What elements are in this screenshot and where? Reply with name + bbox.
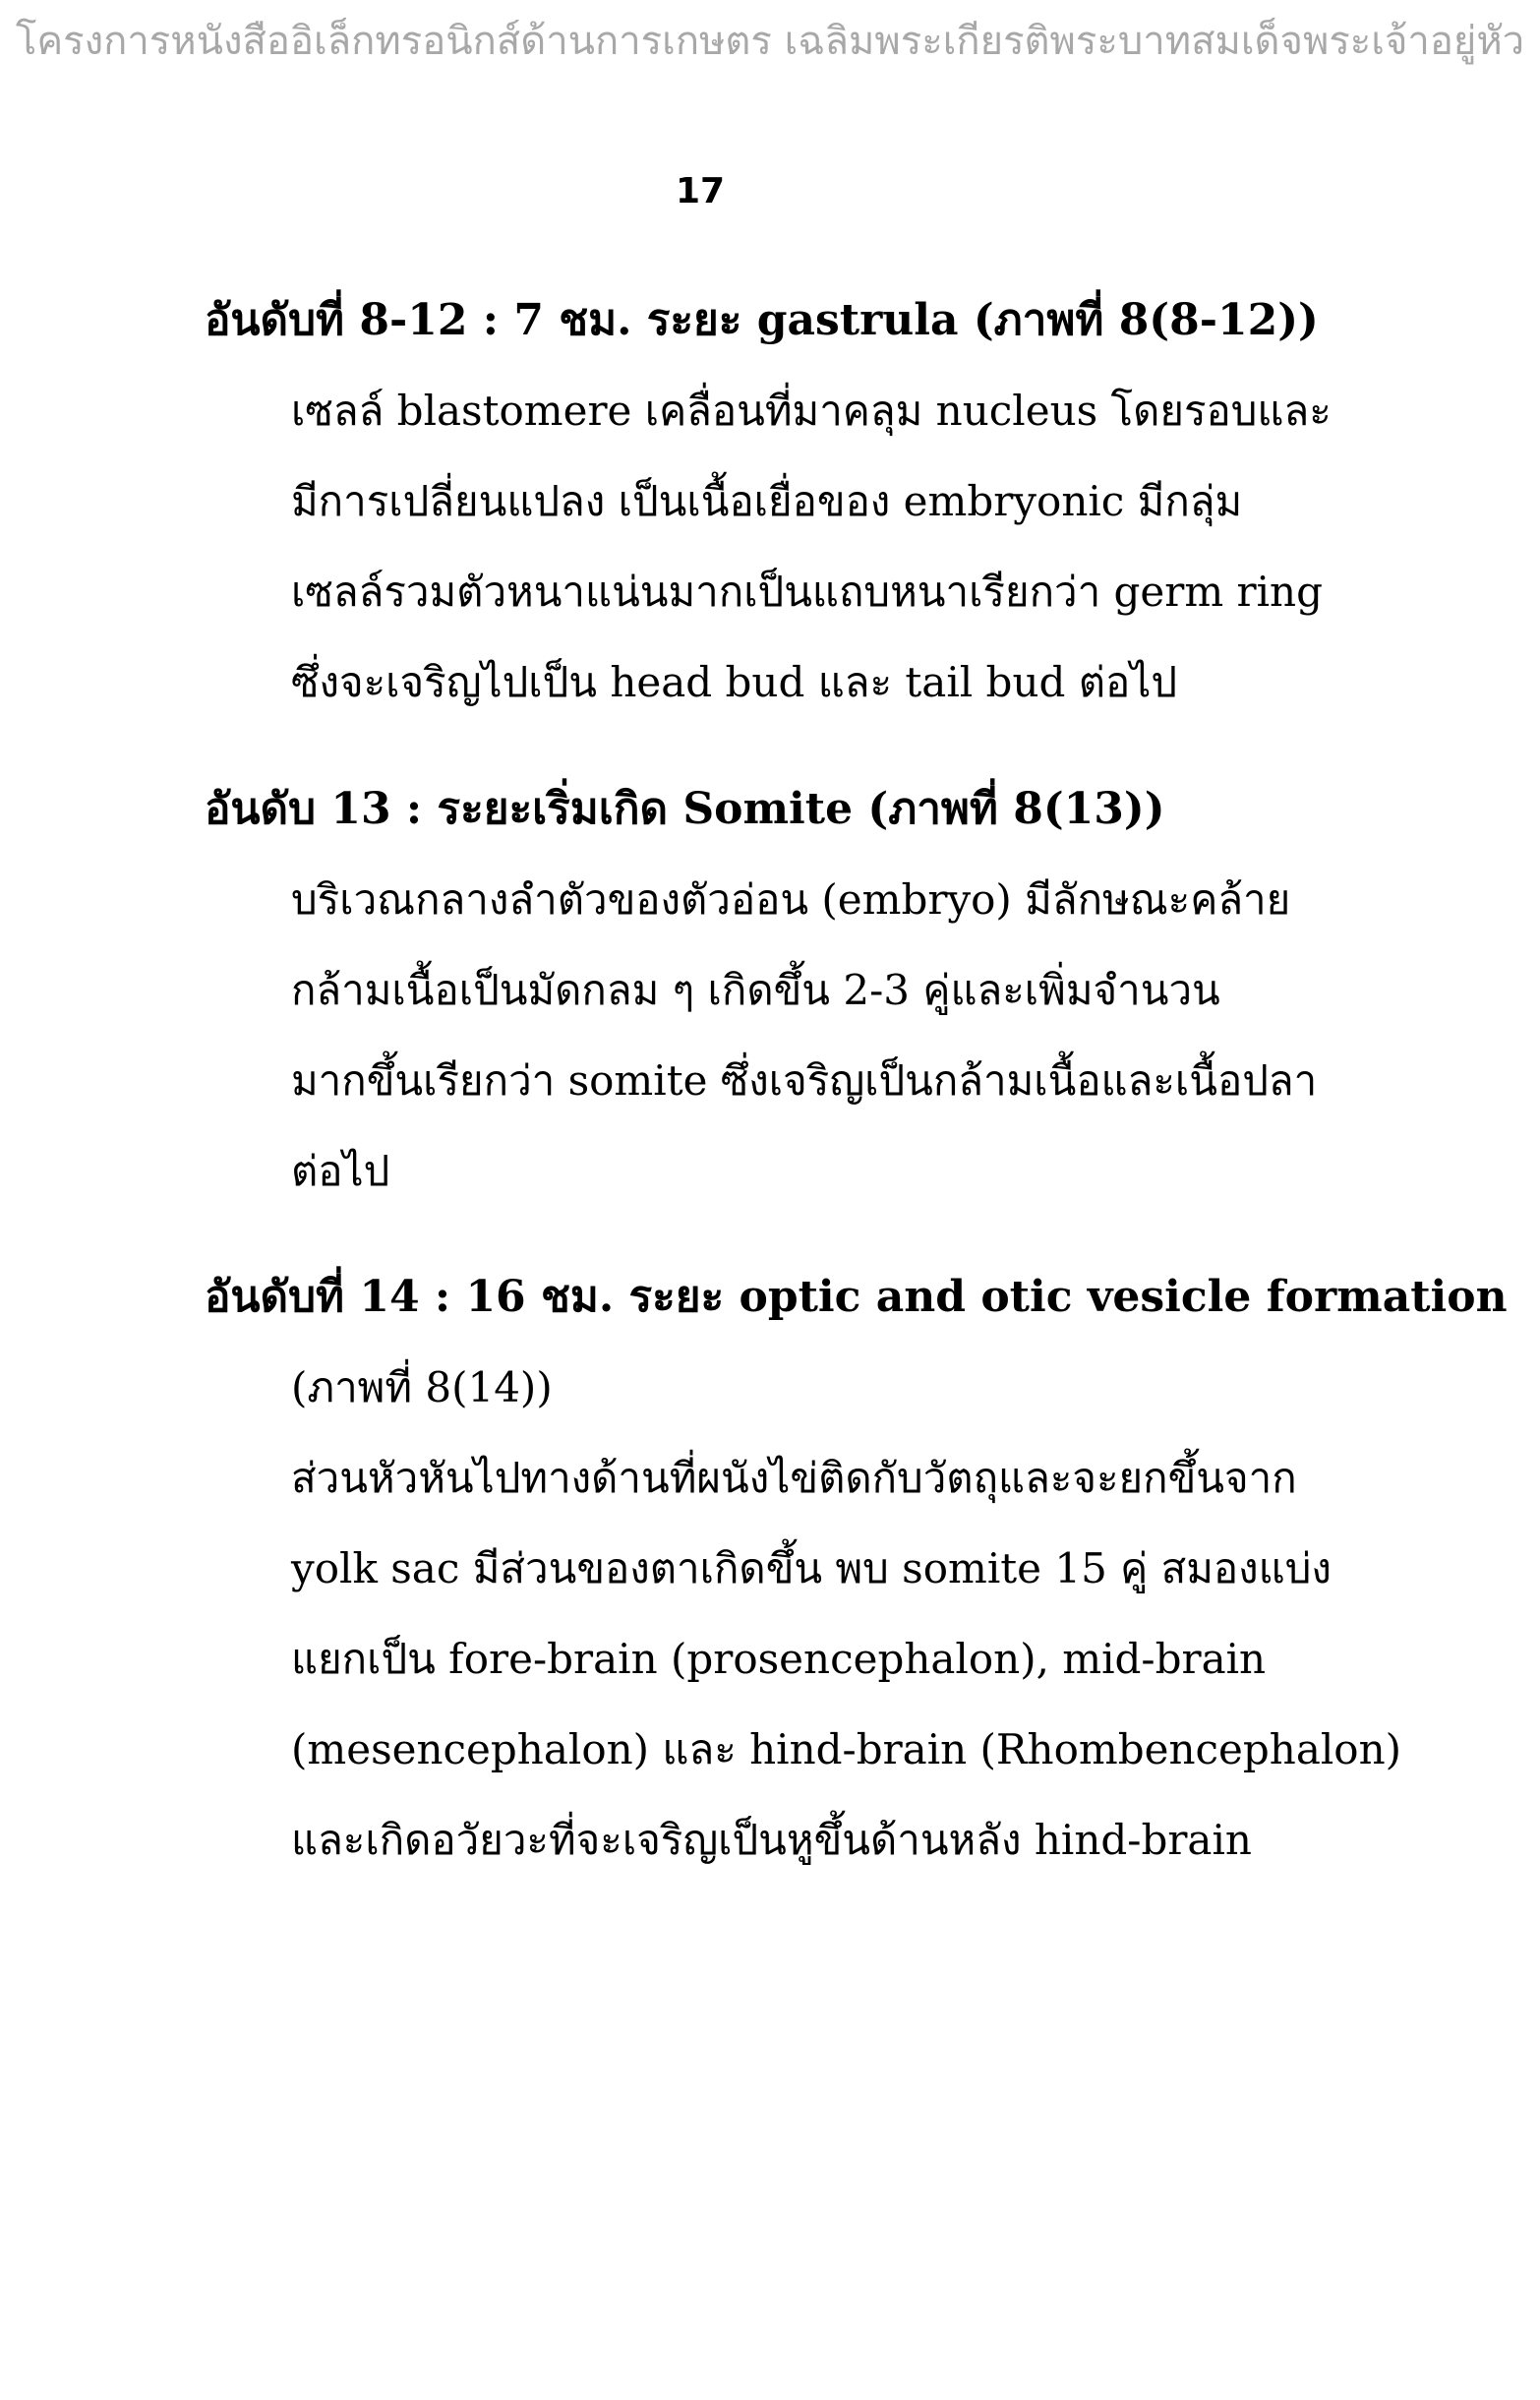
- section-stage-13: [205, 764, 1473, 1217]
- section-stage-14: [205, 1252, 1508, 1886]
- section-heading: อันดับ 13 : ระยะเริ่มเกิด Somite (ภาพที่ 8(13)): [205, 784, 1165, 834]
- body-line: yolk sac มีส่วนของตาเกิดขึ้น พบ somite 15 คู่ สมองแบ่ง: [291, 1544, 1332, 1592]
- body-line: (mesencephalon) และ hind-brain (Rhombencephalon): [291, 1725, 1402, 1773]
- watermark-text: โครงการหนังสืออิเล็กทรอนิกส์ด้านการเกษตร เฉลิมพระเกียรติพระบาทสมเด็จพระเจ้าอยู่หัว: [15, 19, 1525, 64]
- body-line: มากขึ้นเรียกว่า somite ซึ่งเจริญเป็นกล้ามเนื้อและเนื้อปลา: [291, 1056, 1318, 1105]
- body-line: มีการเปลี่ยนแปลง เป็นเนื้อเยื่อของ embryonic มีกลุ่ม: [291, 477, 1243, 525]
- body-line: ต่อไป: [291, 1147, 390, 1195]
- page-number: 17: [675, 171, 726, 211]
- body-line: แยกเป็น fore-brain (prosencephalon), mid-brain: [291, 1635, 1267, 1683]
- body-line: กล้ามเนื้อเป็นมัดกลม ๆ เกิดขึ้น 2-3 คู่และเพิ่มจำนวน: [291, 966, 1220, 1014]
- body-line: และเกิดอวัยวะที่จะเจริญเป็นหูขึ้นด้านหลัง hind-brain: [291, 1816, 1252, 1864]
- body-line: ส่วนหัวหันไปทางด้านที่ผนังไข่ติดกับวัตถุและจะยกขึ้นจาก: [291, 1454, 1297, 1502]
- section-heading: อันดับที่ 14 : 16 ชม. ระยะ optic and otic vesicle formation: [205, 1272, 1508, 1322]
- section-stage-8-12: [205, 275, 1473, 728]
- section-heading: อันดับที่ 8-12 : 7 ชม. ระยะ gastrula (ภาพที่ 8(8-12)): [205, 295, 1319, 345]
- section-body: [291, 366, 1473, 728]
- body-line: เซลล์ blastomere เคลื่อนที่มาคลุม nucleus โดยรอบและ: [291, 387, 1332, 435]
- body-line: (ภาพที่ 8(14)): [291, 1363, 553, 1411]
- section-body: [291, 855, 1473, 1217]
- section-body: [291, 1343, 1473, 1886]
- body-line: บริเวณกลางลำตัวของตัวอ่อน (embryo) มีลักษณะคล้าย: [291, 875, 1291, 924]
- body-line: ซึ่งจะเจริญไปเป็น head bud และ tail bud ต่อไป: [291, 658, 1178, 706]
- body-line: เซลล์รวมตัวหนาแน่นมากเป็นแถบหนาเรียกว่า germ ring: [291, 568, 1323, 616]
